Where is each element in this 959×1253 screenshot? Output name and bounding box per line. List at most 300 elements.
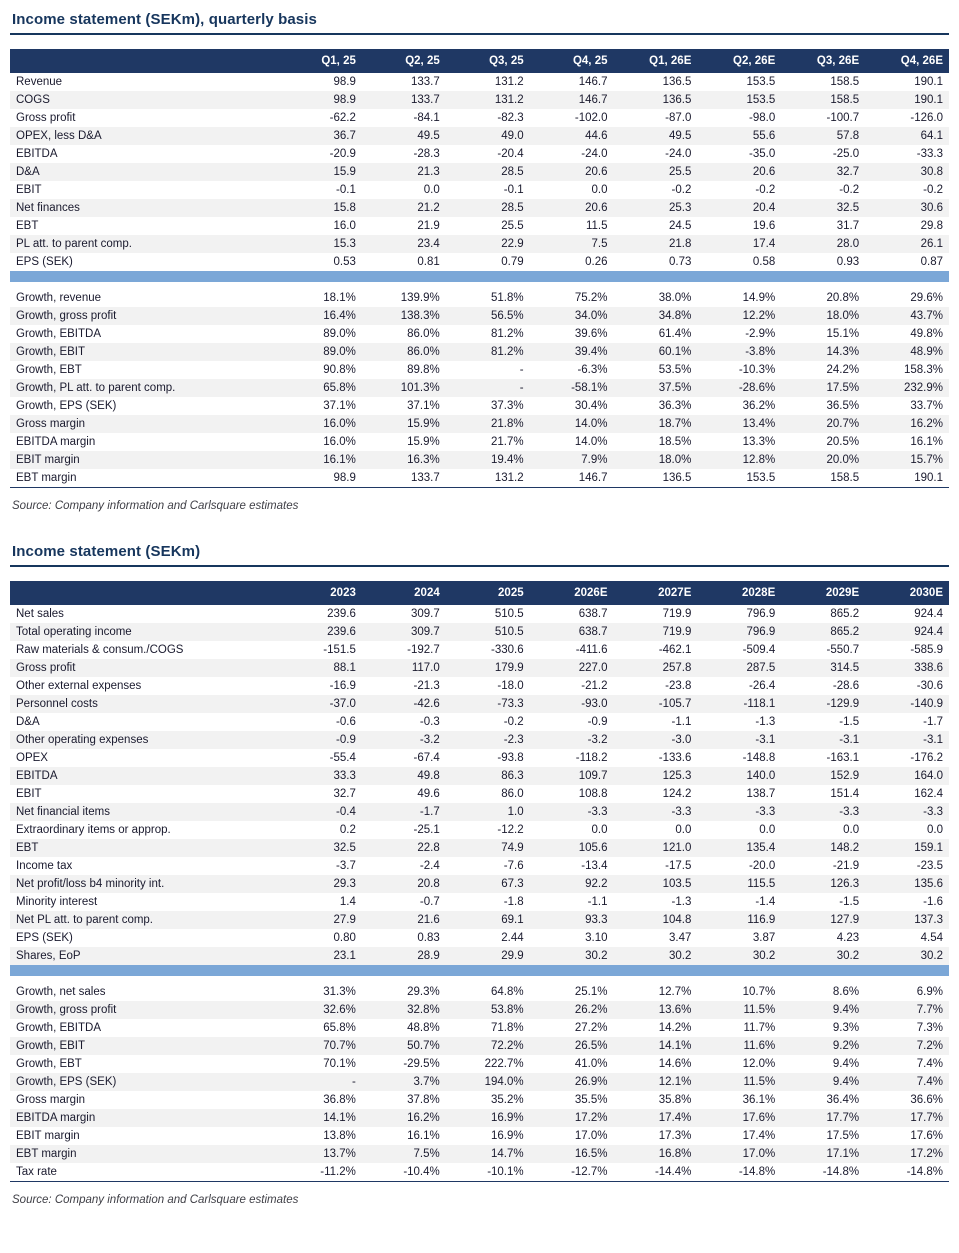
row-value: -0.1 xyxy=(446,181,530,199)
row-value: 3.7% xyxy=(362,1073,446,1091)
row-value: 126.3 xyxy=(781,875,865,893)
row-value: -140.9 xyxy=(865,695,949,713)
row-value: 15.9% xyxy=(362,415,446,433)
row-value: 309.7 xyxy=(362,623,446,641)
row-value: 162.4 xyxy=(865,785,949,803)
row-value: 137.3 xyxy=(865,911,949,929)
row-value: 60.1% xyxy=(614,343,698,361)
table-row xyxy=(10,379,949,397)
row-value: -330.6 xyxy=(446,641,530,659)
row-value: 16.1% xyxy=(865,433,949,451)
row-label: EPS (SEK) xyxy=(10,253,278,271)
row-label: EBT xyxy=(10,217,278,235)
row-value: 190.1 xyxy=(865,91,949,109)
row-value: 108.8 xyxy=(530,785,614,803)
row-value: 116.9 xyxy=(697,911,781,929)
row-value: -28.6 xyxy=(781,677,865,695)
row-value: 3.10 xyxy=(530,929,614,947)
row-label: Growth, EBITDA xyxy=(10,325,278,343)
row-value: 16.9% xyxy=(446,1109,530,1127)
row-value: 0.83 xyxy=(362,929,446,947)
column-header: Q2, 26E xyxy=(697,49,781,73)
table-row xyxy=(10,803,949,821)
row-value: 146.7 xyxy=(530,73,614,91)
table-row xyxy=(10,1073,949,1091)
row-value: 18.5% xyxy=(614,433,698,451)
row-value: 16.5% xyxy=(530,1145,614,1163)
row-label: EBT margin xyxy=(10,1145,278,1163)
row-value: 135.4 xyxy=(697,839,781,857)
row-value: -12.7% xyxy=(530,1163,614,1182)
row-value: 61.4% xyxy=(614,325,698,343)
row-value: 3.47 xyxy=(614,929,698,947)
annual-table-body xyxy=(10,605,949,1182)
row-value: -98.0 xyxy=(697,109,781,127)
row-value: 190.1 xyxy=(865,73,949,91)
table-row xyxy=(10,875,949,893)
row-value: 28.5 xyxy=(446,163,530,181)
row-value: 16.0% xyxy=(278,433,362,451)
row-label: Tax rate xyxy=(10,1163,278,1182)
row-value: 38.0% xyxy=(614,289,698,307)
row-value: -14.4% xyxy=(614,1163,698,1182)
row-value: 314.5 xyxy=(781,659,865,677)
row-value: 153.5 xyxy=(697,469,781,488)
row-value: -129.9 xyxy=(781,695,865,713)
table-spacer xyxy=(10,976,949,983)
row-label: Net profit/loss b4 minority int. xyxy=(10,875,278,893)
row-value: -14.8% xyxy=(865,1163,949,1182)
table-row xyxy=(10,1163,949,1182)
row-value: -87.0 xyxy=(614,109,698,127)
row-value: 21.2 xyxy=(362,199,446,217)
table-row xyxy=(10,127,949,145)
row-value: 14.1% xyxy=(614,1037,698,1055)
table-row xyxy=(10,623,949,641)
row-value: -29.5% xyxy=(362,1055,446,1073)
row-value: 865.2 xyxy=(781,623,865,641)
row-value: -3.3 xyxy=(781,803,865,821)
row-value: 27.2% xyxy=(530,1019,614,1037)
section-divider-cell xyxy=(10,271,949,282)
row-value: 98.9 xyxy=(278,91,362,109)
row-value: 125.3 xyxy=(614,767,698,785)
row-value: 11.5 xyxy=(530,217,614,235)
row-value: 20.6 xyxy=(697,163,781,181)
row-value: -118.2 xyxy=(530,749,614,767)
row-value: 89.8% xyxy=(362,361,446,379)
row-value: 287.5 xyxy=(697,659,781,677)
row-label: Net financial items xyxy=(10,803,278,821)
row-value: 41.0% xyxy=(530,1055,614,1073)
table-spacer xyxy=(10,282,949,289)
row-label: Minority interest xyxy=(10,893,278,911)
row-value: 9.4% xyxy=(781,1055,865,1073)
row-value: 9.4% xyxy=(781,1001,865,1019)
row-value: -24.0 xyxy=(614,145,698,163)
row-label: EBITDA xyxy=(10,145,278,163)
row-value: 28.5 xyxy=(446,199,530,217)
row-value: 37.5% xyxy=(614,379,698,397)
row-value: 7.7% xyxy=(865,1001,949,1019)
row-value: 30.6 xyxy=(865,199,949,217)
row-value: -24.0 xyxy=(530,145,614,163)
row-label: Growth, EBT xyxy=(10,361,278,379)
row-value: 30.2 xyxy=(865,947,949,965)
row-value: 153.5 xyxy=(697,91,781,109)
row-value: 64.1 xyxy=(865,127,949,145)
column-header xyxy=(10,49,278,73)
row-value: 14.2% xyxy=(614,1019,698,1037)
row-label: Raw materials & consum./COGS xyxy=(10,641,278,659)
row-value: -0.4 xyxy=(278,803,362,821)
row-value: 30.2 xyxy=(781,947,865,965)
table-header-row xyxy=(10,49,949,73)
row-label: Shares, EoP xyxy=(10,947,278,965)
row-value: 14.7% xyxy=(446,1145,530,1163)
row-value: 64.8% xyxy=(446,983,530,1001)
row-value: 0.73 xyxy=(614,253,698,271)
row-value: -102.0 xyxy=(530,109,614,127)
row-value: 21.8 xyxy=(614,235,698,253)
row-value: 26.2% xyxy=(530,1001,614,1019)
row-value: 21.8% xyxy=(446,415,530,433)
row-value: 88.1 xyxy=(278,659,362,677)
row-value: -126.0 xyxy=(865,109,949,127)
row-value: 49.5 xyxy=(614,127,698,145)
row-value: 17.4% xyxy=(697,1127,781,1145)
row-value: 49.8 xyxy=(362,767,446,785)
column-header: Q4, 26E xyxy=(865,49,949,73)
row-value: 86.0% xyxy=(362,343,446,361)
row-value: 67.3 xyxy=(446,875,530,893)
row-label: Growth, EBITDA xyxy=(10,1019,278,1037)
row-value: -3.1 xyxy=(865,731,949,749)
row-value: 11.5% xyxy=(697,1001,781,1019)
row-value: 71.8% xyxy=(446,1019,530,1037)
table-row xyxy=(10,307,949,325)
row-value: 257.8 xyxy=(614,659,698,677)
row-value: 510.5 xyxy=(446,623,530,641)
row-value: 27.9 xyxy=(278,911,362,929)
row-value: -1.8 xyxy=(446,893,530,911)
row-value: 93.3 xyxy=(530,911,614,929)
column-header: 2028E xyxy=(697,581,781,605)
row-value: 146.7 xyxy=(530,91,614,109)
row-value: 17.4% xyxy=(614,1109,698,1127)
row-label: Gross profit xyxy=(10,109,278,127)
row-value: 81.2% xyxy=(446,343,530,361)
row-value: 36.1% xyxy=(697,1091,781,1109)
quarterly-income-statement-table xyxy=(10,49,949,488)
row-value: 17.3% xyxy=(614,1127,698,1145)
row-value: 2.44 xyxy=(446,929,530,947)
table-row xyxy=(10,181,949,199)
row-label: EBITDA xyxy=(10,767,278,785)
table-row xyxy=(10,929,949,947)
row-value: 34.0% xyxy=(530,307,614,325)
row-value: - xyxy=(446,361,530,379)
row-value: 32.5 xyxy=(278,839,362,857)
row-value: 36.3% xyxy=(614,397,698,415)
row-value: 15.8 xyxy=(278,199,362,217)
row-value: -0.2 xyxy=(614,181,698,199)
row-value: 796.9 xyxy=(697,623,781,641)
row-label: Growth, gross profit xyxy=(10,307,278,325)
row-value: 32.7 xyxy=(781,163,865,181)
row-value: 16.4% xyxy=(278,307,362,325)
row-value: 39.6% xyxy=(530,325,614,343)
row-label: Growth, revenue xyxy=(10,289,278,307)
row-label: Growth, PL att. to parent comp. xyxy=(10,379,278,397)
row-value: -0.6 xyxy=(278,713,362,731)
column-header: Q3, 26E xyxy=(781,49,865,73)
table-row xyxy=(10,325,949,343)
row-value: -0.2 xyxy=(697,181,781,199)
row-value: 131.2 xyxy=(446,73,530,91)
row-value: 17.2% xyxy=(530,1109,614,1127)
row-value: 0.87 xyxy=(865,253,949,271)
row-value: -7.6 xyxy=(446,857,530,875)
row-value: 70.1% xyxy=(278,1055,362,1073)
row-value: 194.0% xyxy=(446,1073,530,1091)
row-value: 153.5 xyxy=(697,73,781,91)
row-value: 20.8 xyxy=(362,875,446,893)
table-row xyxy=(10,1127,949,1145)
row-value: 7.4% xyxy=(865,1073,949,1091)
row-value: -84.1 xyxy=(362,109,446,127)
row-value: -20.0 xyxy=(697,857,781,875)
row-value: -3.3 xyxy=(697,803,781,821)
row-label: EBITDA margin xyxy=(10,433,278,451)
row-value: 29.3 xyxy=(278,875,362,893)
row-value: 239.6 xyxy=(278,623,362,641)
row-value: 158.5 xyxy=(781,91,865,109)
row-value: 179.9 xyxy=(446,659,530,677)
row-label: Gross margin xyxy=(10,415,278,433)
row-value: -105.7 xyxy=(614,695,698,713)
row-value: 25.5 xyxy=(614,163,698,181)
row-value: 0.0 xyxy=(530,181,614,199)
row-value: 24.2% xyxy=(781,361,865,379)
row-label: EBIT xyxy=(10,181,278,199)
row-value: 17.1% xyxy=(781,1145,865,1163)
row-value: 35.5% xyxy=(530,1091,614,1109)
table-spacer-cell xyxy=(10,282,949,289)
row-value: 16.1% xyxy=(278,451,362,469)
table-row xyxy=(10,73,949,91)
table-row xyxy=(10,415,949,433)
row-value: 12.7% xyxy=(614,983,698,1001)
row-value: 139.9% xyxy=(362,289,446,307)
row-value: 36.8% xyxy=(278,1091,362,1109)
row-value: 136.5 xyxy=(614,469,698,488)
table-row xyxy=(10,713,949,731)
row-value: -462.1 xyxy=(614,641,698,659)
row-value: 12.2% xyxy=(697,307,781,325)
row-value: 719.9 xyxy=(614,623,698,641)
row-value: 43.7% xyxy=(865,307,949,325)
row-value: -93.0 xyxy=(530,695,614,713)
row-value: 924.4 xyxy=(865,605,949,623)
table-row xyxy=(10,659,949,677)
row-value: 0.0 xyxy=(781,821,865,839)
row-value: 133.7 xyxy=(362,73,446,91)
row-label: EPS (SEK) xyxy=(10,929,278,947)
row-value: -42.6 xyxy=(362,695,446,713)
row-value: 0.26 xyxy=(530,253,614,271)
row-value: 24.5 xyxy=(614,217,698,235)
table-row xyxy=(10,1037,949,1055)
row-value: 28.9 xyxy=(362,947,446,965)
row-value: 70.7% xyxy=(278,1037,362,1055)
row-value: -6.3% xyxy=(530,361,614,379)
row-value: 0.0 xyxy=(697,821,781,839)
row-value: 22.8 xyxy=(362,839,446,857)
row-value: 227.0 xyxy=(530,659,614,677)
row-value: 13.7% xyxy=(278,1145,362,1163)
table-row xyxy=(10,947,949,965)
table-row xyxy=(10,1001,949,1019)
row-value: 65.8% xyxy=(278,1019,362,1037)
row-value: 117.0 xyxy=(362,659,446,677)
row-label: Growth, EBIT xyxy=(10,343,278,361)
table-row xyxy=(10,695,949,713)
row-value: 20.8% xyxy=(781,289,865,307)
row-value: -0.2 xyxy=(865,181,949,199)
quarterly-income-statement-section xyxy=(10,8,949,512)
row-value: 13.3% xyxy=(697,433,781,451)
row-value: 72.2% xyxy=(446,1037,530,1055)
row-value: -0.9 xyxy=(530,713,614,731)
table-row xyxy=(10,109,949,127)
row-value: 15.9% xyxy=(362,433,446,451)
row-value: 158.5 xyxy=(781,469,865,488)
row-value: 20.4 xyxy=(697,199,781,217)
row-value: 18.0% xyxy=(614,451,698,469)
row-value: 37.1% xyxy=(278,397,362,415)
row-value: 14.3% xyxy=(781,343,865,361)
row-value: 0.0 xyxy=(614,821,698,839)
row-value: 133.7 xyxy=(362,469,446,488)
row-value: 159.1 xyxy=(865,839,949,857)
row-value: 39.4% xyxy=(530,343,614,361)
row-value: -33.3 xyxy=(865,145,949,163)
table-row xyxy=(10,91,949,109)
row-value: 32.8% xyxy=(362,1001,446,1019)
table-row xyxy=(10,749,949,767)
row-value: -11.2% xyxy=(278,1163,362,1182)
row-value: -1.5 xyxy=(781,713,865,731)
row-value: 719.9 xyxy=(614,605,698,623)
row-value: 15.9 xyxy=(278,163,362,181)
row-value: 0.79 xyxy=(446,253,530,271)
row-value: 28.0 xyxy=(781,235,865,253)
row-value: 50.7% xyxy=(362,1037,446,1055)
row-value: 21.6 xyxy=(362,911,446,929)
table-row xyxy=(10,1145,949,1163)
row-value: 121.0 xyxy=(614,839,698,857)
column-header: 2030E xyxy=(865,581,949,605)
row-value: 140.0 xyxy=(697,767,781,785)
row-value: -3.0 xyxy=(614,731,698,749)
row-value: 23.1 xyxy=(278,947,362,965)
column-header: Q3, 25 xyxy=(446,49,530,73)
row-value: 16.0% xyxy=(278,415,362,433)
row-value: 31.7 xyxy=(781,217,865,235)
row-value: 151.4 xyxy=(781,785,865,803)
row-value: 158.3% xyxy=(865,361,949,379)
row-value: 19.6 xyxy=(697,217,781,235)
table-row xyxy=(10,361,949,379)
table-row xyxy=(10,397,949,415)
row-value: -1.5 xyxy=(781,893,865,911)
row-value: 9.3% xyxy=(781,1019,865,1037)
row-value: 89.0% xyxy=(278,325,362,343)
table-row xyxy=(10,821,949,839)
column-header: 2025 xyxy=(446,581,530,605)
row-value: -18.0 xyxy=(446,677,530,695)
row-label: Other operating expenses xyxy=(10,731,278,749)
row-value: 48.9% xyxy=(865,343,949,361)
row-value: 26.1 xyxy=(865,235,949,253)
annual-table-header xyxy=(10,581,949,605)
row-value: 8.6% xyxy=(781,983,865,1001)
row-value: -62.2 xyxy=(278,109,362,127)
row-value: 12.8% xyxy=(697,451,781,469)
row-value: 338.6 xyxy=(865,659,949,677)
row-value: 44.6 xyxy=(530,127,614,145)
table-row xyxy=(10,983,949,1001)
row-value: 232.9% xyxy=(865,379,949,397)
row-label: Growth, gross profit xyxy=(10,1001,278,1019)
row-value: -30.6 xyxy=(865,677,949,695)
row-label: COGS xyxy=(10,91,278,109)
row-value: -1.3 xyxy=(614,893,698,911)
row-label: Extraordinary items or approp. xyxy=(10,821,278,839)
row-label: EBT margin xyxy=(10,469,278,488)
row-label: Growth, net sales xyxy=(10,983,278,1001)
row-label: EBIT xyxy=(10,785,278,803)
row-value: 7.9% xyxy=(530,451,614,469)
row-value: 20.6 xyxy=(530,163,614,181)
row-label: EBIT margin xyxy=(10,1127,278,1145)
row-value: 14.0% xyxy=(530,415,614,433)
row-value: 510.5 xyxy=(446,605,530,623)
row-value: 0.58 xyxy=(697,253,781,271)
table-row xyxy=(10,605,949,623)
row-label: D&A xyxy=(10,713,278,731)
row-value: 10.7% xyxy=(697,983,781,1001)
row-value: -10.3% xyxy=(697,361,781,379)
row-value: -21.3 xyxy=(362,677,446,695)
row-value: 135.6 xyxy=(865,875,949,893)
column-header: 2024 xyxy=(362,581,446,605)
row-value: 13.8% xyxy=(278,1127,362,1145)
row-value: 20.5% xyxy=(781,433,865,451)
row-value: 32.7 xyxy=(278,785,362,803)
annual-income-statement-table xyxy=(10,581,949,1182)
row-value: -0.2 xyxy=(781,181,865,199)
column-header: 2027E xyxy=(614,581,698,605)
row-value: 86.0% xyxy=(362,325,446,343)
row-value: 33.7% xyxy=(865,397,949,415)
row-value: -58.1% xyxy=(530,379,614,397)
row-value: 3.87 xyxy=(697,929,781,947)
row-value: -3.1 xyxy=(781,731,865,749)
table-row xyxy=(10,163,949,181)
row-value: 36.7 xyxy=(278,127,362,145)
